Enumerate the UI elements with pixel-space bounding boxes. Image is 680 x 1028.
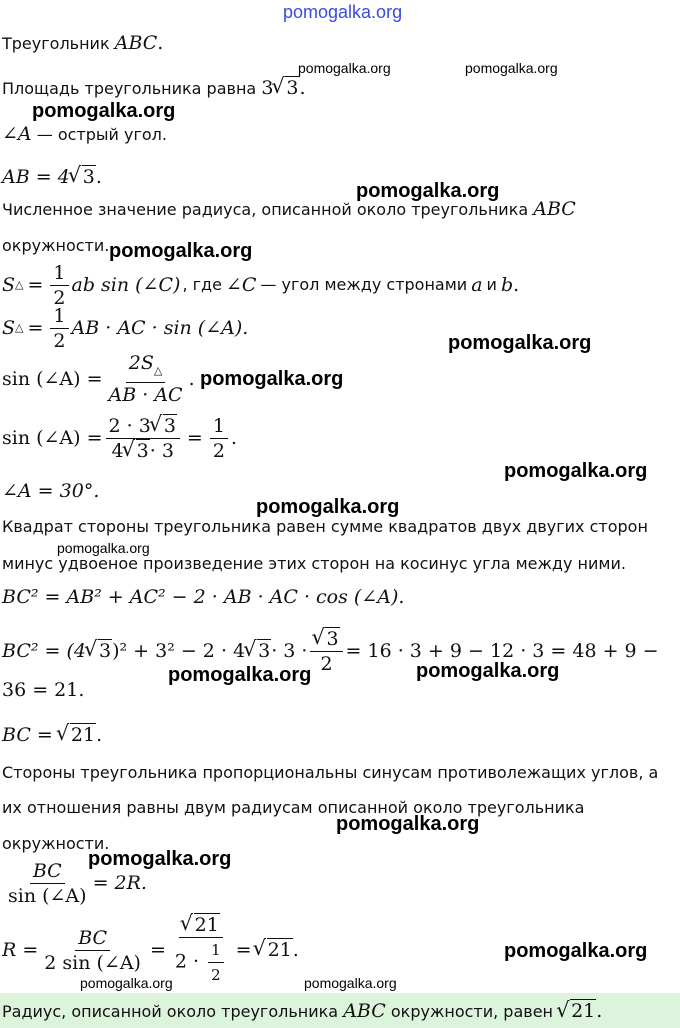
line-area: Площадь треугольника равна 3√ 3.: [2, 78, 306, 99]
formula-sin-a-value: sin (∠A) = $\frac{2 \cdot 3√ 3}{4√ 3\cdot 3}$ = $\frac{1}{2}$ .: [2, 410, 237, 466]
watermark: pomogalka.org: [88, 848, 232, 870]
math-abc: ABC: [114, 32, 158, 54]
watermark: pomogalka.org: [336, 813, 480, 835]
math-sqrt-3: √ 3: [273, 78, 299, 98]
watermark: pomogalka.org: [416, 660, 560, 682]
text-acute: — острый угол.: [36, 125, 167, 144]
line-cosine-law-1: Квадрат стороны треугольника равен сумме квадратов двух двугих сторон: [2, 517, 648, 536]
answer-box: [0, 993, 680, 1028]
text-triangle: Треугольник: [2, 34, 110, 53]
line-sine-law-3: окружности.: [2, 834, 110, 853]
watermark: pomogalka.org: [32, 100, 176, 122]
line-sine-law-1: Стороны треугольника пропорциональны синусам противолежащих углов, а: [2, 763, 659, 782]
formula-bc2-calc: BC² = (4 √ 3 )² + 3² − 2 · 4 √ 3 · 3 · √ $\frac{3}{2}$ = 16 · 3 + 9 − 12 · 3 = 48 + 9 −: [2, 626, 659, 676]
formula-bc: BC = √ 21.: [2, 725, 102, 746]
formula-r: R = $\frac{BC}{2 \sin (\angle A)}$ = √ 21 2 · $\frac{1}{2}$ = √ 21 .: [2, 914, 299, 986]
watermark: pomogalka.org: [304, 975, 397, 991]
formula-area-general: S △ = $\frac{1}{2}$ ab sin (∠C) , где ∠C — угол между стронами a и b .: [2, 261, 520, 309]
line-cosine-law-2: минус удвоеное произведение этих сторон на косинус угла между ними.: [2, 554, 626, 573]
math-area-coef: 3: [261, 77, 274, 99]
math-angle-a: ∠A: [2, 123, 32, 145]
watermark: pomogalka.org: [80, 975, 173, 991]
watermark: pomogalka.org: [298, 60, 391, 76]
watermark: pomogalka.org: [109, 240, 253, 262]
line-sine-law-2: их отношения равны двум радиусам описанной около треугольника: [2, 798, 585, 817]
line-triangle: Треугольник ABC.: [2, 32, 164, 54]
text-radius-value: Численное значение радиуса, описанной около треугольника: [2, 200, 529, 219]
watermark: pomogalka.org: [168, 664, 312, 686]
watermark: pomogalka.org: [504, 460, 648, 482]
formula-cosine-law: BC² = AB² + AC² − 2 · AB · AC · cos (∠A).: [2, 586, 405, 608]
watermark: pomogalka.org: [57, 540, 150, 556]
watermark: pomogalka.org: [465, 60, 558, 76]
watermark: pomogalka.org: [256, 496, 400, 518]
watermark: pomogalka.org: [356, 180, 500, 202]
line-acute: [2, 124, 167, 145]
answer-text: Радиус, описанной около треугольника ABC окружности, равен √ 21.: [2, 1000, 602, 1022]
formula-bc2-cont: 36 = 21.: [2, 679, 85, 701]
formula-area-specific: S △ = $\frac{1}{2}$ AB · AC · sin (∠A).: [2, 304, 249, 352]
watermark: pomogalka.org: [200, 368, 344, 390]
formula-2r: $\frac{BC}{\sin (\angle A)}$ = 2R.: [8, 859, 147, 907]
math-ab-eq: AB = 4: [2, 166, 70, 188]
line-radius-value: Численное значение радиуса, описанной около треугольника ABC: [2, 198, 576, 220]
watermark: pomogalka.org: [504, 940, 648, 962]
formula-sin-a: sin (∠A) = $\frac{2S_\triangle}{AB \cdot AC}$ .: [2, 351, 195, 407]
line-circle: [2, 236, 109, 256]
line-angle-30: [2, 481, 99, 502]
text-circle: окружности.: [2, 236, 110, 255]
math-angle-30: ∠A = 30°.: [2, 480, 100, 502]
watermark-top: pomogalka.org: [283, 2, 403, 22]
text-area: Площадь треугольника равна: [2, 79, 257, 98]
line-ab: AB = 4√ 3.: [2, 167, 102, 188]
watermark: pomogalka.org: [448, 332, 592, 354]
